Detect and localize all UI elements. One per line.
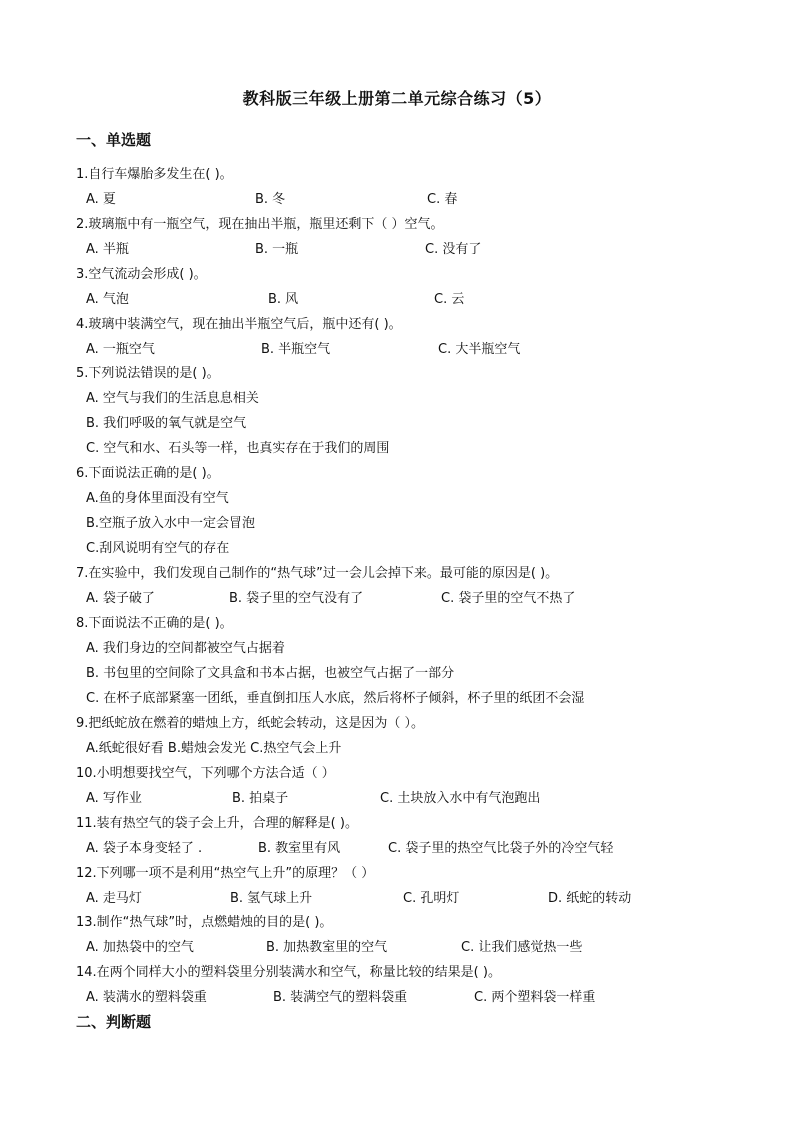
options-row bbox=[0, 986, 794, 1004]
option: A. 袋子破了 bbox=[86, 591, 155, 606]
option: C. 空气和水、石头等一样，也真实存在于我们的周围 bbox=[86, 441, 390, 456]
question-stem: 3.空气流动会形成( )。 bbox=[76, 267, 207, 282]
option: A.纸蛇很好看 B.蜡烛会发光 C.热空气会上升 bbox=[86, 741, 342, 756]
options-row bbox=[0, 887, 794, 905]
option: A. 袋子本身变轻了 . bbox=[86, 841, 203, 856]
question-stem: 2.玻璃瓶中有一瓶空气，现在抽出半瓶，瓶里还剩下（ ）空气。 bbox=[76, 217, 444, 232]
option: C. 云 bbox=[434, 292, 465, 307]
option: B.空瓶子放入水中一定会冒泡 bbox=[86, 516, 256, 531]
option: C. 土块放入水中有气泡跑出 bbox=[380, 791, 541, 806]
option: A. 写作业 bbox=[86, 791, 142, 806]
question-stem: 10.小明想要找空气，下列哪个方法合适（ ） bbox=[76, 766, 335, 781]
option: A. 我们身边的空间都被空气占据着 bbox=[86, 641, 285, 656]
option: A. 装满水的塑料袋重 bbox=[86, 990, 207, 1005]
option: D. 纸蛇的转动 bbox=[548, 891, 632, 906]
question-stem: 11.装有热空气的袋子会上升，合理的解释是( )。 bbox=[76, 816, 358, 831]
option: A. 气泡 bbox=[86, 292, 129, 307]
option: B. 冬 bbox=[255, 192, 286, 207]
question-stem: 8.下面说法不正确的是( )。 bbox=[76, 616, 233, 631]
option: C.刮风说明有空气的存在 bbox=[86, 541, 230, 556]
option: B. 半瓶空气 bbox=[261, 342, 331, 357]
option: C. 大半瓶空气 bbox=[438, 342, 521, 357]
options-row bbox=[0, 188, 794, 206]
option: B. 一瓶 bbox=[255, 242, 299, 257]
option: A.鱼的身体里面没有空气 bbox=[86, 491, 229, 506]
options-row bbox=[0, 787, 794, 805]
option: B. 加热教室里的空气 bbox=[266, 940, 388, 955]
section-heading-single-choice: 一、单选题 bbox=[76, 131, 152, 149]
options-row bbox=[0, 587, 794, 605]
document-title: 教科版三年级上册第二单元综合练习（5） bbox=[242, 89, 552, 108]
options-row bbox=[0, 288, 794, 306]
options-row bbox=[0, 936, 794, 954]
question-stem: 4.玻璃中装满空气，现在抽出半瓶空气后，瓶中还有( )。 bbox=[76, 317, 402, 332]
option: B. 教室里有风 bbox=[258, 841, 341, 856]
option: B. 袋子里的空气没有了 bbox=[229, 591, 364, 606]
option: B. 风 bbox=[268, 292, 299, 307]
question-stem: 14.在两个同样大小的塑料袋里分别装满水和空气，称量比较的结果是( )。 bbox=[76, 965, 501, 980]
option: C. 让我们感觉热一些 bbox=[461, 940, 583, 955]
option: C. 两个塑料袋一样重 bbox=[474, 990, 596, 1005]
options-row bbox=[0, 238, 794, 256]
option: B. 氢气球上升 bbox=[230, 891, 313, 906]
question-stem: 13.制作“热气球”时，点燃蜡烛的目的是( )。 bbox=[76, 915, 333, 930]
option: C. 孔明灯 bbox=[403, 891, 460, 906]
option: C. 春 bbox=[427, 192, 458, 207]
option: A. 夏 bbox=[86, 192, 116, 207]
section-heading-true-false: 二、判断题 bbox=[76, 1013, 152, 1031]
option: C. 没有了 bbox=[425, 242, 482, 257]
option: C. 袋子里的热空气比袋子外的冷空气轻 bbox=[388, 841, 614, 856]
option: C. 在杯子底部紧塞一团纸，垂直倒扣压人水底，然后将杯子倾斜，杯子里的纸团不会湿 bbox=[86, 691, 585, 706]
question-stem: 7.在实验中，我们发现自己制作的“热气球”过一会儿会掉下来。最可能的原因是( )。 bbox=[76, 566, 559, 581]
question-stem: 1.自行车爆胎多发生在( )。 bbox=[76, 167, 233, 182]
question-stem: 5.下列说法错误的是( )。 bbox=[76, 366, 220, 381]
option: B. 我们呼吸的氧气就是空气 bbox=[86, 416, 247, 431]
question-stem: 6.下面说法正确的是( )。 bbox=[76, 466, 220, 481]
option: A. 一瓶空气 bbox=[86, 342, 155, 357]
option: C. 袋子里的空气不热了 bbox=[441, 591, 576, 606]
options-row bbox=[0, 837, 794, 855]
option: A. 走马灯 bbox=[86, 891, 142, 906]
options-row bbox=[0, 338, 794, 356]
question-stem: 9.把纸蛇放在燃着的蜡烛上方，纸蛇会转动，这是因为（ ）。 bbox=[76, 716, 425, 731]
option: A. 加热袋中的空气 bbox=[86, 940, 194, 955]
option: B. 装满空气的塑料袋重 bbox=[273, 990, 408, 1005]
option: A. 空气与我们的生活息息相关 bbox=[86, 391, 259, 406]
option: A. 半瓶 bbox=[86, 242, 129, 257]
option: B. 书包里的空间除了文具盒和书本占据，也被空气占据了一部分 bbox=[86, 666, 455, 681]
option: B. 拍桌子 bbox=[232, 791, 289, 806]
question-stem: 12.下列哪一项不是利用“热空气上升”的原理？（ ） bbox=[76, 866, 375, 881]
